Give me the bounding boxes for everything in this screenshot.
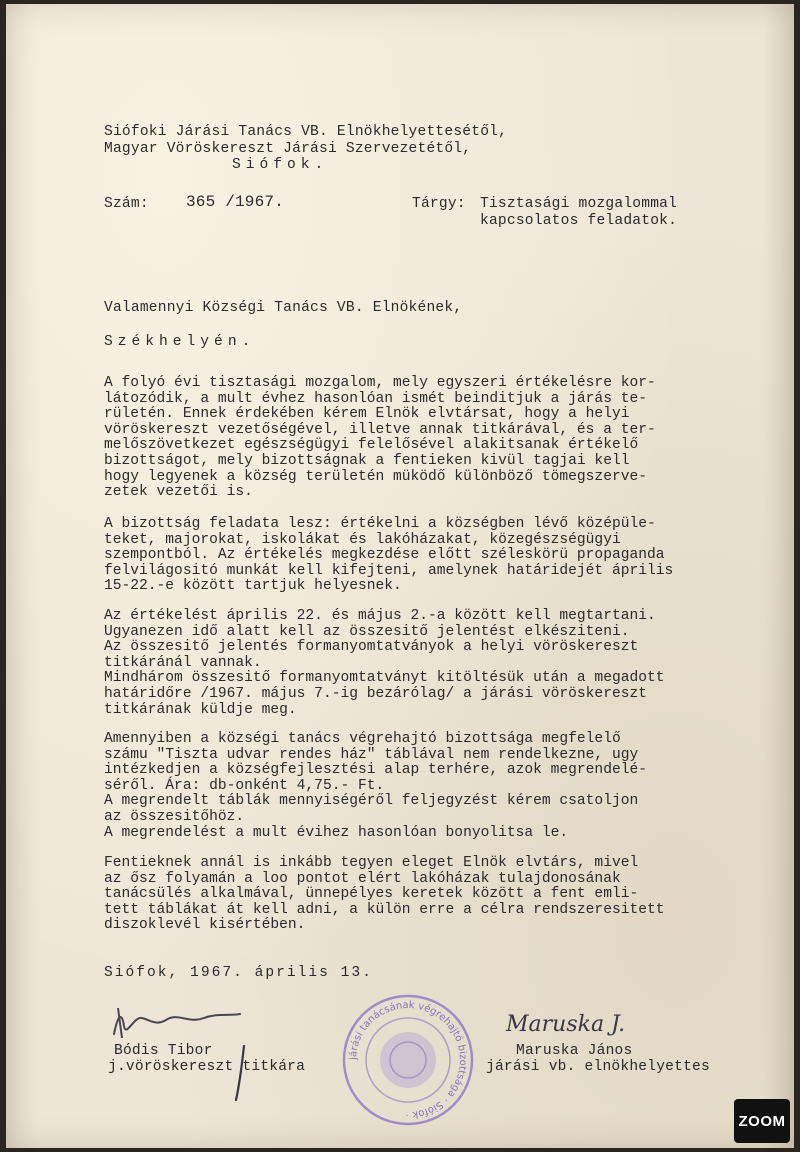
paragraph-line: felvilágositó munkát kell kifejteni, amelynek határidejét április <box>104 562 674 579</box>
paragraph-line: zetek vezetői is. <box>104 484 253 501</box>
document-page <box>6 4 794 1148</box>
paragraph-line: szempontból. Az értékelés megkezdése előtt széleskörü propaganda <box>104 547 665 564</box>
reference-label: Szám: <box>104 196 149 212</box>
stamp-text: járási tanácsának végrehajtó bizottsága · Siófok · <box>347 999 469 1121</box>
subject-label: Tárgy: <box>412 196 466 212</box>
paragraph-line: határidőre /1967. május 7.-ig bezárólag/ a járási vöröskereszt <box>104 685 647 702</box>
paragraph-line: Fentieknek annál is inkább tegyen eleget Elnök elvtárs, mivel <box>104 855 639 871</box>
paragraph-line: számu "Tiszta udvar rendes ház" táblával nem rendelkezne, ugy <box>104 746 639 763</box>
paragraph-line: titkárának küldje meg. <box>104 701 297 718</box>
paragraph-line: séről. Ára: db-onként 4,75.- Ft. <box>104 777 385 794</box>
addressee-line-2: Székhelyén. <box>104 334 256 350</box>
paragraph-line: A folyó évi tisztasági mozgalom, mely egyszeri értékelésre kor- <box>104 375 656 391</box>
zoom-watermark-logo: ZOOM <box>734 1099 790 1143</box>
paragraph-5 <box>104 856 665 934</box>
paragraph-line: rületén. Ennek érdekében kérem Elnök elvtársat, hogy a helyi <box>104 406 630 423</box>
paragraph-line: Mindhárom összesitő formanyomtatványt kitöltésük után a megadott <box>104 670 665 687</box>
paragraph-line: az ősz folyamán a loo pontot elért lakóházak tulajdonosának <box>104 870 621 887</box>
paragraph-line: 15-22.-e között tartjuk helyesnek. <box>104 578 402 595</box>
reference-number: 365 /1967. <box>186 193 285 211</box>
paragraph-line: tett táblákat át kell adni, a külön erre a célra rendszeresitett <box>104 901 665 918</box>
paragraph-line: Amennyiben a községi tanács végrehajtó bizottsága megfelelő <box>104 731 621 747</box>
date-line: Siófok, 1967. április 13. <box>104 965 373 981</box>
paragraph-line: látozódik, a mult évhez hasonlóan ismét beinditjuk a járás te- <box>104 390 647 407</box>
sender-line-2: Magyar Vöröskereszt Járási Szervezetétől, <box>104 141 472 157</box>
paragraph-2 <box>104 517 673 595</box>
official-stamp <box>340 992 476 1128</box>
paragraph-line: teket, majorokat, iskolákat és lakóházakat, közegészségügyi <box>104 531 621 548</box>
left-signature-scribble <box>108 1004 248 1042</box>
paragraph-1 <box>104 376 656 501</box>
paragraph-line: intézkedjen a községfejlesztési alap terhére, azok megrendelé- <box>104 762 647 779</box>
subject-line-2: kapcsolatos feladatok. <box>480 213 678 229</box>
right-signatory-title: járási vb. elnökhelyettes <box>486 1059 710 1075</box>
paragraph-line: az összesitőhöz. <box>104 808 245 825</box>
subject-line-1: Tisztasági mozgalommal <box>480 196 678 212</box>
paragraph-line: Az összesitő jelentés formanyomtatványok a helyi vöröskereszt <box>104 639 639 656</box>
left-signatory-title: j.vöröskereszt titkára <box>108 1059 306 1075</box>
right-signatory-name: Maruska János <box>516 1043 633 1059</box>
paragraph-line: A megrendelt táblák mennyiségéről feljegyzést kérem csatoljon <box>104 793 639 810</box>
paragraph-line: titkáránál vannak. <box>104 654 262 671</box>
paragraph-4 <box>104 732 647 841</box>
paragraph-3 <box>104 609 665 718</box>
paragraph-line: melőszövetkezet egészségügyi felelősével alakitsanak értékelő <box>104 437 639 454</box>
paragraph-line: A bizottság feladata lesz: értékelni a községben lévő középüle- <box>104 516 656 532</box>
paragraph-line: A megrendelést a mult évihez hasonlóan bonyolitsa le. <box>104 824 569 841</box>
sender-line-1: Siófoki Járási Tanács VB. Elnökhelyettesétől, <box>104 124 508 140</box>
paragraph-line: diszoklevél kisértében. <box>104 917 306 934</box>
paragraph-line: vöröskereszt vezetőségével, illetve annak titkárával, és a ter- <box>104 421 656 438</box>
paragraph-line: tanácsülés alkalmával, ünnepélyes keretek között a fent emli- <box>104 886 639 903</box>
sender-city: Siófok. <box>232 157 329 173</box>
paragraph-line: bizottságot, mely bizottságnak a fentieken kivül tagjai kell <box>104 452 630 469</box>
paragraph-line: Ugyanezen idő alatt kell az összesitő jelentést elkésziteni. <box>104 623 630 640</box>
paragraph-line: Az értékelést április 22. és május 2.-a között kell megtartani. <box>104 608 656 624</box>
left-signatory-name: Bódis Tibor <box>114 1043 213 1059</box>
paragraph-line: hogy legyenek a község területén müködő különböző tömegszerve- <box>104 468 647 485</box>
addressee-line-1: Valamennyi Községi Tanács VB. Elnökének, <box>104 300 463 316</box>
right-signature: Maruska J. <box>506 1012 626 1037</box>
